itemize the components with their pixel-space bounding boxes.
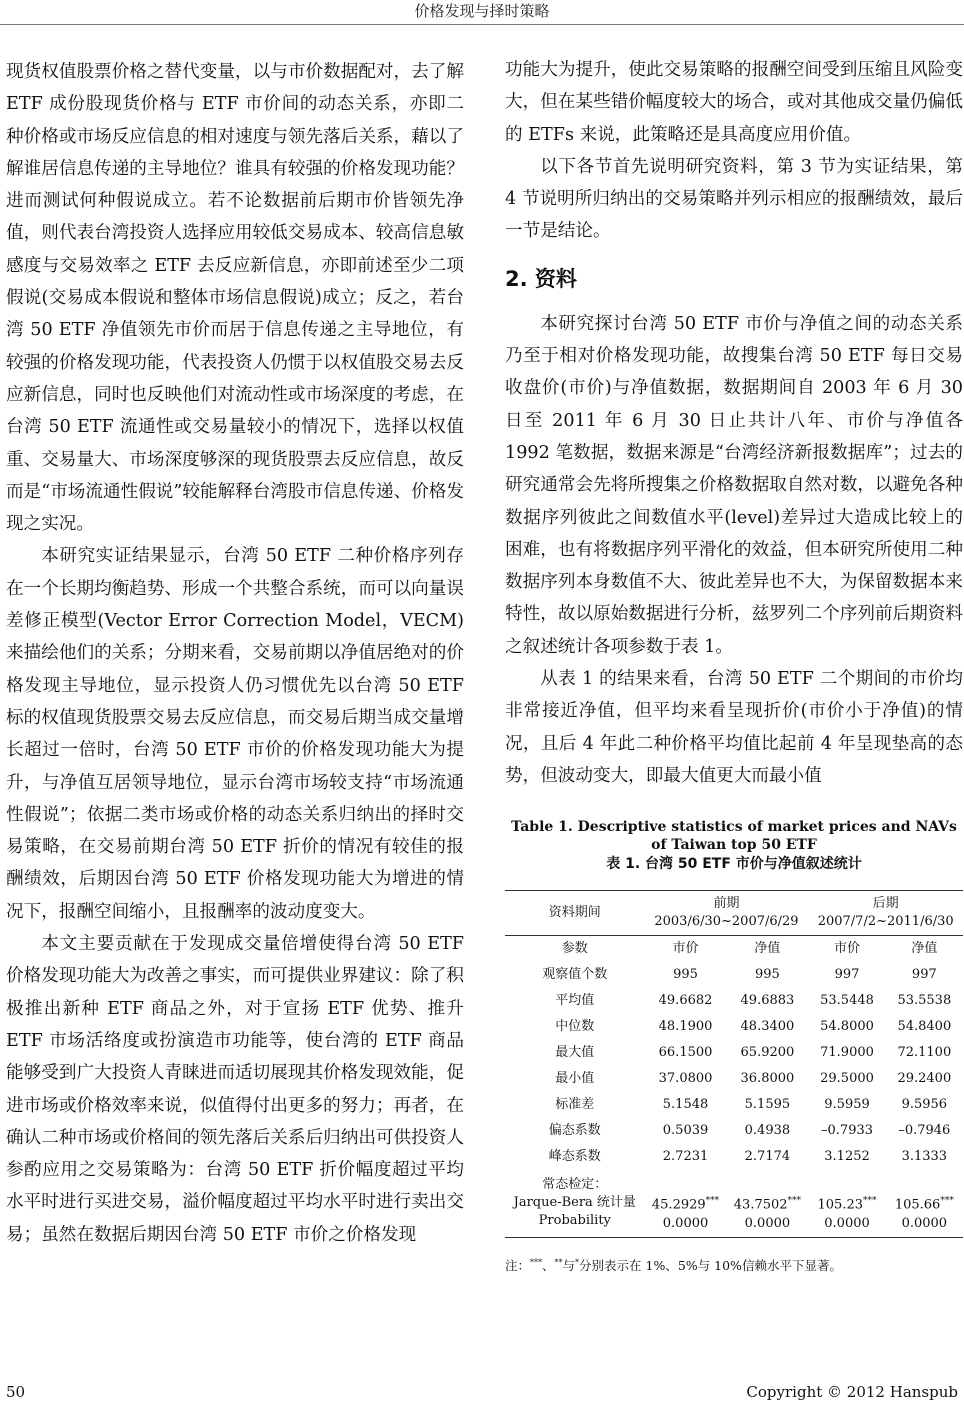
param-label: 参数	[505, 936, 645, 963]
table-cell: 5.1548	[662, 1097, 709, 1113]
table-row	[505, 1118, 963, 1144]
table-cell: 49.6883	[740, 993, 795, 1009]
table-cell: 37.0800	[658, 1071, 713, 1087]
jb-value: 105.23	[817, 1197, 864, 1213]
prob-value: 0.0000	[901, 1215, 948, 1231]
significance-stars: ***	[863, 1196, 877, 1207]
normality-cell	[645, 1170, 727, 1237]
header-rule	[0, 24, 964, 25]
normality-labels	[505, 1170, 645, 1237]
table-cell: 0.5039	[662, 1123, 709, 1139]
table-cell: 53.5538	[897, 993, 952, 1009]
note-stars-5pct: **	[554, 1257, 563, 1267]
copyright: Copyright © 2012 Hanspub	[746, 1383, 958, 1401]
table-cell: 53.5448	[820, 993, 874, 1009]
jb-value: 43.7502	[733, 1197, 788, 1213]
row-label: 最大值	[555, 1045, 595, 1061]
table-row	[505, 1092, 963, 1118]
running-head: 价格发现与择时策略	[414, 2, 550, 20]
table-cell: 48.1900	[658, 1019, 713, 1035]
period-label: 资料期间	[505, 891, 645, 936]
jb-value: 105.66	[894, 1197, 941, 1213]
body-paragraph-continued: 功能大为提升，使此交易策略的报酬空间受到压缩且风险变大，但在某些错价幅度较大的场合，或对其他成交量仍偏低的 ETFs 来说，此策略还是具高度应用价值。	[505, 60, 963, 145]
page-number: 50	[6, 1383, 26, 1401]
table-caption-cn: 表 1. 台湾 50 ETF 市价与净值叙述统计	[606, 856, 862, 873]
row-label: 标准差	[555, 1097, 595, 1113]
row-label: 偏态系数	[548, 1123, 601, 1139]
row-label: 观察值个数	[542, 967, 608, 983]
table-cell: 2.7231	[662, 1149, 709, 1165]
table-cell: –0.7933	[821, 1123, 874, 1139]
table-cell: 36.8000	[740, 1071, 795, 1087]
table-cell: 29.5000	[820, 1071, 874, 1087]
table-row	[505, 1066, 963, 1092]
note-stars-10pct: *	[575, 1257, 580, 1267]
row-label: 中位数	[555, 1019, 595, 1035]
body-paragraph: 本研究实证结果显示，台湾 50 ETF 二种价格序列存在一个长期均衡趋势、形成一个共整合系统，而可以向量误差修正模型(Vector Error Correction Model，VECM)来描绘他们的关系；分期来看，交易前期以净值居绝对的价格发现主导地位，显示投资人仍习惯优先以台湾 50 ETF 标的权值现货股票交易去反应信息，而交易后期当成交量增长超过一倍时，台湾 50 ETF 市价的价格发现功能大为提升，与净值互居领导地位，显示台湾市场较支持“市场流通性假说”；依据二类市场或价格的动态关系归纳出的择时交易策略，在交易前期台湾 50 ETF 折价的情况有较佳的报酬绩效，后期因台湾 50 ETF 价格发现功能大为增进的情况下，报酬空间缩小，且报酬率的波动度变大。	[6, 546, 464, 922]
table-cell: 995	[673, 967, 698, 983]
table-cell: 48.3400	[740, 1019, 795, 1035]
body-paragraph: 本研究探讨台湾 50 ETF 市价与净值之间的动态关系乃至于相对价格发现功能，故搜集台湾 50 ETF 每日交易收盘价(市价)与净值数据，数据期间自 2003 年 6 月 30 日至 2011 年 6 月 30 日止共计八年、市价与净值各 1992 笔数据，数据来源是“台湾经济新报数据库”；过去的研究通常会先将所搜集之价格数据取自然对数，以避免各种数据序列彼此之间数值水平(level)差异过大造成比较上的困难，也有将数据序列平滑化的效益，但本研究所使用二种数据序列本身数值不大、彼此差异也不大，为保留数据本来特性，故以原始数据进行分析，兹罗列二个序列前后期资料之叙述统计各项参数于表 1。	[505, 313, 963, 657]
table-row	[505, 988, 963, 1014]
jb-value: 45.2929	[651, 1197, 706, 1213]
normality-cell	[886, 1170, 963, 1237]
significance-stars: ***	[787, 1196, 802, 1207]
col-nav-early: 净值	[726, 936, 808, 963]
body-paragraph: 以下各节首先说明研究资料，第 3 节为实证结果，第 4 节说明所归纳出的交易策略并列示相应的报酬绩效，最后一节是结论。	[505, 156, 963, 242]
left-column	[6, 56, 464, 1251]
table-row	[505, 1014, 963, 1040]
table-caption-en: Table 1. Descriptive statistics of market prices and NAVs of Taiwan top 50 ETF	[511, 819, 957, 854]
table-cell: 66.1500	[658, 1045, 713, 1061]
table-cell: 54.8000	[820, 1019, 874, 1035]
late-period-name: 后期	[872, 896, 899, 912]
note-separator: 与	[562, 1257, 576, 1273]
table-cell: 5.1595	[744, 1097, 791, 1113]
early-period-header	[645, 891, 809, 936]
col-nav-late: 净值	[886, 936, 963, 963]
normality-cell	[726, 1170, 808, 1237]
row-label: 平均值	[555, 993, 595, 1009]
early-period-range: 2003/6/30~2007/6/29	[654, 914, 799, 930]
note-prefix: 注：	[505, 1257, 531, 1273]
table-row	[505, 1144, 963, 1170]
table-cell: 3.1333	[901, 1149, 948, 1165]
normality-label: 常态检定：	[542, 1177, 608, 1193]
body-paragraph: 本文主要贡献在于发现成交量倍增使得台湾 50 ETF 价格发现功能大为改善之事实，而可提供业界建议：除了积极推出新种 ETF 商品之外，对于宣扬 ETF 优势、推升 ETF 市场活络度或扮演造市功能等，使台湾的 ETF 商品能够受到广大投资人青睐进而适切展现其价格发现效能，促进市场或价格效率来说，似值得付出更多的努力；再者，在确认二种市场或价格间的领先落后关系后归纳出可供投资人参酌应用之交易策略为：台湾 50 ETF 折价幅度超过平均水平时进行买进交易，溢价幅度超过平均水平时进行卖出交易；虽然在数据后期因台湾 50 ETF 市价之价格发现	[6, 934, 464, 1245]
note-stars-1pct: ***	[530, 1257, 543, 1267]
early-period-name: 前期	[713, 896, 740, 912]
table-cell: 3.1252	[824, 1149, 870, 1165]
col-market-late: 市价	[808, 936, 885, 963]
table-cell: 995	[755, 967, 780, 983]
table-cell: –0.7946	[898, 1123, 951, 1139]
late-period-range: 2007/7/2~2011/6/30	[817, 914, 954, 930]
prob-value: 0.0000	[662, 1215, 709, 1231]
normality-cell	[808, 1170, 885, 1237]
table-header-row	[505, 891, 963, 936]
table-cell: 997	[834, 967, 860, 983]
table-cell: 0.4938	[744, 1123, 791, 1139]
table-row	[505, 962, 963, 988]
probability-label: Probability	[538, 1213, 611, 1229]
prob-value: 0.0000	[744, 1215, 791, 1231]
body-paragraph-continued: 现货权值股票价格之替代变量，以与市价数据配对，去了解 ETF 成份股现货价格与 ETF 市价间的动态关系，亦即二种价格或市场反应信息的相对速度与领先落后关系，藉以了解谁居信息传递的主导地位？谁具有较强的价格发现功能？进而测试何种假说成立。若不论数据前后期市价皆领先净值，则代表台湾投资人选择应用较低交易成本、较高信息敏感度与交易效率之 ETF 去反应新信息，亦即前述至少二项假说(交易成本假说和整体市场信息假说)成立；反之，若台湾 50 ETF 净值领先市价而居于信息传递之主导地位，有较强的价格发现功能，代表投资人仍惯于以权值股交易去反应新信息，同时也反映他们对流动性或市场深度的考虑，在台湾 50 ETF 流通性或交易量较小的情况下，选择以权值重、交易量大、市场深度够深的现货股票去反应信息，故反而是“市场流通性假说”较能解释台湾股市信息传递、价格发现之实况。	[6, 62, 464, 535]
table-cell: 2.7174	[744, 1149, 791, 1165]
late-period-header	[808, 891, 963, 936]
table-row	[505, 1040, 963, 1066]
table-subheader-row	[505, 936, 963, 963]
significance-stars: ***	[940, 1196, 954, 1207]
table-cell: 49.6682	[658, 993, 713, 1009]
table-cell: 65.9200	[740, 1045, 795, 1061]
table-cell: 997	[911, 967, 937, 983]
row-label: 最小值	[555, 1071, 595, 1087]
right-column	[505, 54, 963, 1275]
significance-stars: ***	[705, 1196, 720, 1207]
section-heading: 2. 资料	[505, 266, 577, 291]
row-label: 峰态系数	[548, 1149, 601, 1165]
jarque-bera-label: Jarque-Bera 统计量	[513, 1195, 636, 1211]
col-market-early: 市价	[645, 936, 727, 963]
table-cell: 72.1100	[897, 1045, 952, 1061]
table-cell: 9.5959	[824, 1097, 870, 1113]
table-cell: 29.2400	[897, 1071, 952, 1087]
table-cell: 54.8400	[897, 1019, 952, 1035]
note-text: 分别表示在 1%、5%与 10%信赖水平下显著。	[579, 1257, 842, 1273]
body-paragraph: 从表 1 的结果来看，台湾 50 ETF 二个期间的市价均非常接近净值，但平均来看呈现折价(市价小于净值)的情况，且后 4 年此二种价格平均值比起前 4 年呈现垫高的态势，但波动变大，即最大值更大而最小值	[505, 669, 963, 786]
prob-value: 0.0000	[824, 1215, 870, 1231]
note-separator: 、	[542, 1257, 555, 1273]
normality-test-row	[505, 1170, 963, 1237]
table-note	[505, 1254, 963, 1275]
table-cell: 9.5956	[901, 1097, 948, 1113]
table-cell: 71.9000	[820, 1045, 874, 1061]
descriptive-statistics-table	[505, 890, 963, 1237]
